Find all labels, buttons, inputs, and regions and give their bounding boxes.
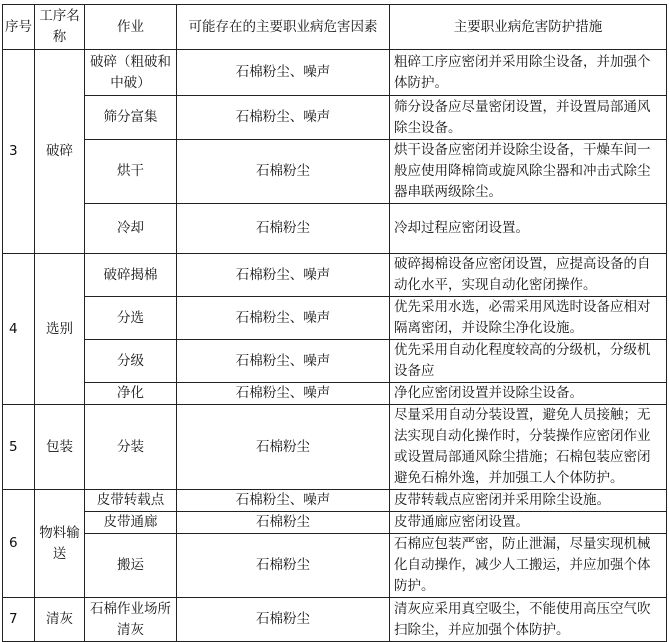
operation-cell: 冷却 [85,204,177,254]
seq-cell: 3 [3,50,35,254]
operation-cell: 皮带转载点 [85,490,177,512]
hazards-cell: 石棉粉尘、噪声 [177,50,390,96]
header-measures: 主要职业病危害防护措施 [390,5,667,50]
seq-cell: 5 [3,405,35,490]
table-row [3,297,667,340]
table-row [3,340,667,383]
operation-cell: 筛分富集 [85,96,177,140]
hazards-cell: 石棉粉尘 [177,204,390,254]
hazards-cell: 石棉粉尘 [177,140,390,204]
operation-cell: 净化 [85,383,177,405]
hazards-cell: 石棉粉尘、噪声 [177,383,390,405]
table-row [3,50,667,96]
hazards-cell: 石棉粉尘 [177,598,390,642]
header-seq: 序号 [3,5,35,50]
operation-cell: 破碎揭棉 [85,254,177,297]
table-row [3,140,667,204]
operation-cell: 石棉作业场所清灰 [85,598,177,642]
measures-cell: 净化应密闭设置并设除尘设备。 [390,383,667,405]
measures-cell: 石棉应包装严密，防止泄漏，尽量实现机械化自动操作，减少人工搬运，并应加强个体防护。 [390,534,667,598]
operation-cell: 分选 [85,297,177,340]
hazards-cell: 石棉粉尘、噪声 [177,490,390,512]
header-hazards: 可能存在的主要职业病危害因素 [177,5,390,50]
table-row [3,598,667,642]
header-process: 工序名称 [35,5,85,50]
operation-cell: 破碎（粗破和中破） [85,50,177,96]
table-row [3,383,667,405]
table-row [3,96,667,140]
hazards-cell: 石棉粉尘 [177,512,390,534]
measures-cell: 优先采用水选，必需采用风选时设备应相对隔离密闭，并设除尘净化设施。 [390,297,667,340]
measures-cell: 烘干设备应密闭并设除尘设备，干燥车间一般应使用降棉筒或旋风除尘器和冲击式除尘器串联两级除尘。 [390,140,667,204]
hazards-cell: 石棉粉尘 [177,534,390,598]
process-cell: 物料输送 [35,490,85,598]
hazards-cell: 石棉粉尘、噪声 [177,340,390,383]
measures-cell: 清灰应采用真空吸尘，不能使用高压空气吹扫除尘，并应加强个体防护。 [390,598,667,642]
process-cell: 包装 [35,405,85,490]
process-cell: 选别 [35,254,85,405]
hazards-cell: 石棉粉尘、噪声 [177,254,390,297]
seq-cell: 7 [3,598,35,642]
operation-cell: 搬运 [85,534,177,598]
header-row [3,5,667,50]
operation-cell: 烘干 [85,140,177,204]
measures-cell: 皮带转载点应密闭并采用除尘设施。 [390,490,667,512]
table-row [3,534,667,598]
measures-cell: 破碎揭棉设备应密闭设置，应提高设备的自动化水平，实现自动化密闭操作。 [390,254,667,297]
table-row [3,490,667,512]
table-row [3,512,667,534]
table-row [3,254,667,297]
operation-cell: 皮带通廊 [85,512,177,534]
seq-cell: 6 [3,490,35,598]
process-cell: 清灰 [35,598,85,642]
measures-cell: 优先采用自动化程度较高的分级机，分级机设备应 [390,340,667,383]
seq-cell: 4 [3,254,35,405]
table-row [3,204,667,254]
process-cell: 破碎 [35,50,85,254]
measures-cell: 尽量采用自动分装设置，避免人员接触；无法实现自动化操作时，分装操作应密闭作业或设置局部通风除尘措施；石棉包装应密闭避免石棉外逸，并加强工人个体防护。 [390,405,667,490]
table-row [3,405,667,490]
hazards-cell: 石棉粉尘 [177,405,390,490]
hazards-cell: 石棉粉尘、噪声 [177,96,390,140]
hazards-cell: 石棉粉尘、噪声 [177,297,390,340]
measures-cell: 皮带通廊应密闭设置。 [390,512,667,534]
measures-cell: 冷却过程应密闭设置。 [390,204,667,254]
operation-cell: 分级 [85,340,177,383]
hazard-table [2,4,667,642]
measures-cell: 粗碎工序应密闭并采用除尘设备，并加强个体防护。 [390,50,667,96]
operation-cell: 分装 [85,405,177,490]
header-operation: 作业 [85,5,177,50]
measures-cell: 筛分设备应尽量密闭设置，并设置局部通风除尘设备。 [390,96,667,140]
